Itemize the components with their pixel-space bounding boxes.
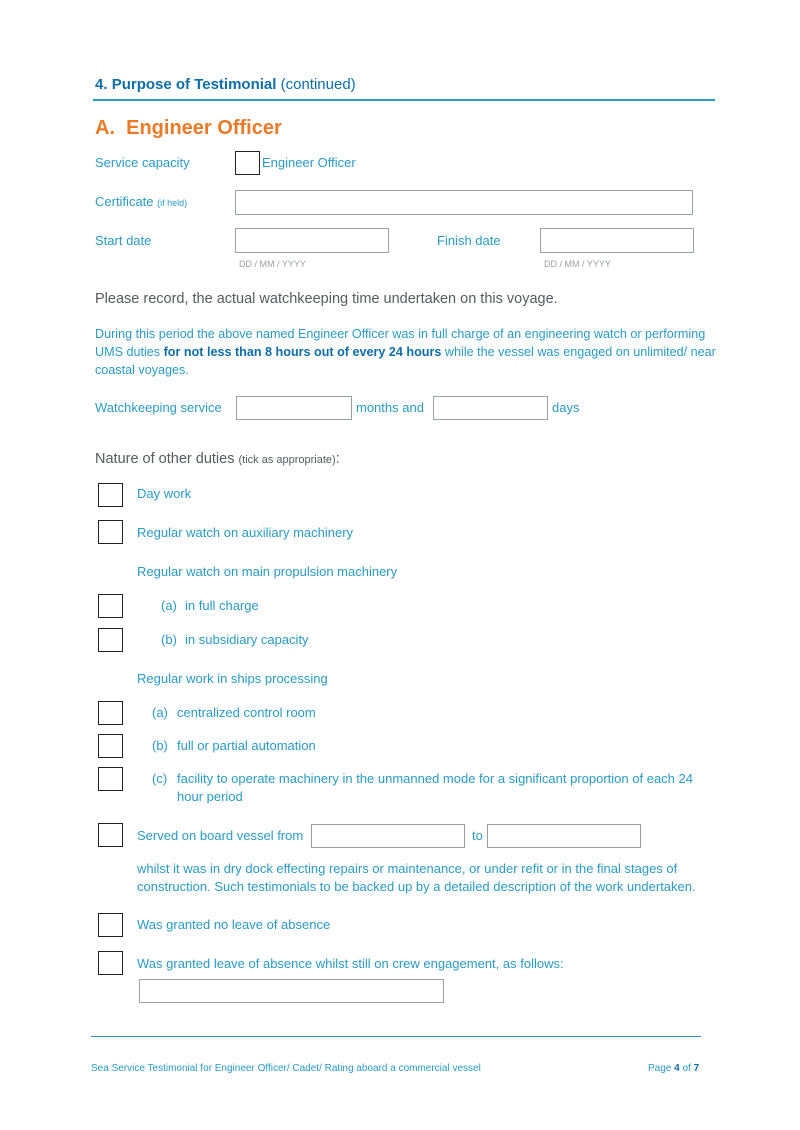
no-leave-checkbox[interactable]: [98, 913, 123, 937]
paragraph-text-2: while the vessel was engaged on unlimited/ near coastal voyages.: [95, 345, 716, 377]
engineer-officer-option-label: Engineer Officer: [262, 155, 356, 170]
subsidiary-capacity-label: in subsidiary capacity: [185, 632, 309, 647]
leave-granted-checkbox[interactable]: [98, 951, 123, 975]
service-capacity-label: Service capacity: [95, 155, 190, 170]
section-suffix: (continued): [280, 76, 356, 93]
unmanned-mode-line-2: hour period: [177, 789, 243, 804]
ships-processing-label: Regular work in ships processing: [137, 671, 328, 686]
certificate-label-text: Certificate: [95, 194, 154, 209]
subsection-title: [95, 117, 282, 140]
control-room-marker: (a): [152, 705, 168, 720]
leave-details-field[interactable]: [139, 979, 444, 1003]
page-number: [648, 1063, 699, 1074]
certificate-label: [95, 194, 187, 209]
dry-dock-line-2: construction. Such testimonials to be backed up by a detailed description of the work undertaken.: [137, 879, 696, 894]
finish-date-label: Finish date: [437, 233, 501, 248]
other-duties-colon: :: [335, 451, 340, 467]
automation-label: full or partial automation: [177, 738, 316, 753]
footer-divider: [91, 1036, 701, 1037]
full-charge-label: in full charge: [185, 598, 259, 613]
finish-date-hint: DD / MM / YYYY: [544, 259, 611, 269]
watch-description-paragraph: [95, 325, 717, 379]
served-on-board-checkbox[interactable]: [98, 823, 123, 847]
auxiliary-machinery-label: Regular watch on auxiliary machinery: [137, 525, 354, 540]
other-duties-note: (tick as appropriate): [238, 454, 336, 466]
served-from-field[interactable]: [311, 824, 465, 848]
other-duties-heading: [95, 451, 340, 467]
watchkeeping-service-label: Watchkeeping service: [95, 400, 222, 415]
page-total: 7: [693, 1063, 700, 1074]
watchkeeping-days-field[interactable]: [433, 396, 548, 420]
served-to-label: to: [472, 828, 483, 843]
section-heading: [95, 76, 356, 93]
paragraph-bold: for not less than 8 hours out of every 24 hours: [163, 345, 442, 359]
day-work-label: Day work: [137, 486, 192, 501]
months-and-label: months and: [356, 400, 424, 415]
unmanned-mode-checkbox[interactable]: [98, 767, 123, 791]
subsection-name: Engineer Officer: [126, 117, 282, 139]
unmanned-mode-line-1: facility to operate machinery in the unmanned mode for a significant proportion of each 24: [177, 771, 693, 786]
subsection-letter: A.: [95, 117, 115, 139]
finish-date-field[interactable]: [540, 228, 694, 253]
main-propulsion-label: Regular watch on main propulsion machinery: [137, 564, 398, 579]
watchkeeping-months-field[interactable]: [236, 396, 352, 420]
section-number: 4.: [95, 76, 108, 93]
automation-checkbox[interactable]: [98, 734, 123, 758]
footer-text: Sea Service Testimonial for Engineer Officer/ Cadet/ Rating aboard a commercial vessel: [91, 1063, 481, 1074]
certificate-field[interactable]: [235, 190, 693, 215]
auxiliary-machinery-checkbox[interactable]: [98, 520, 123, 544]
page-prefix: Page: [648, 1063, 672, 1074]
subsidiary-capacity-checkbox[interactable]: [98, 628, 123, 652]
certificate-note: (if held): [157, 198, 188, 208]
served-on-board-label: Served on board vessel from: [137, 828, 304, 843]
section-title: Purpose of Testimonial: [111, 76, 277, 93]
days-label: days: [552, 400, 580, 415]
leave-granted-label: Was granted leave of absence whilst still on crew engagement, as follows:: [137, 956, 564, 971]
engineer-officer-checkbox[interactable]: [235, 151, 260, 175]
page-of: of: [682, 1063, 691, 1074]
day-work-checkbox[interactable]: [98, 483, 123, 507]
page-current: 4: [674, 1063, 680, 1074]
section-divider: [93, 99, 715, 101]
start-date-label: Start date: [95, 233, 152, 248]
start-date-field[interactable]: [235, 228, 389, 253]
no-leave-label: Was granted no leave of absence: [137, 917, 331, 932]
unmanned-marker: (c): [152, 771, 168, 786]
watchkeeping-instruction: Please record, the actual watchkeeping time undertaken on this voyage.: [95, 291, 558, 307]
paragraph-text-1: During this period the above named Engineer Officer was in full charge of an engineering watch or performing UMS duties: [95, 327, 706, 359]
other-duties-heading-text: Nature of other duties: [95, 451, 235, 467]
control-room-checkbox[interactable]: [98, 701, 123, 725]
control-room-label: centralized control room: [177, 705, 316, 720]
start-date-hint: DD / MM / YYYY: [239, 259, 306, 269]
subsidiary-marker: (b): [161, 632, 177, 647]
full-charge-checkbox[interactable]: [98, 594, 123, 618]
automation-marker: (b): [152, 738, 168, 753]
dry-dock-line-1: whilst it was in dry dock effecting repairs or maintenance, or under refit or in the final stages of: [137, 861, 678, 876]
served-to-field[interactable]: [487, 824, 641, 848]
full-charge-marker: (a): [161, 598, 177, 613]
